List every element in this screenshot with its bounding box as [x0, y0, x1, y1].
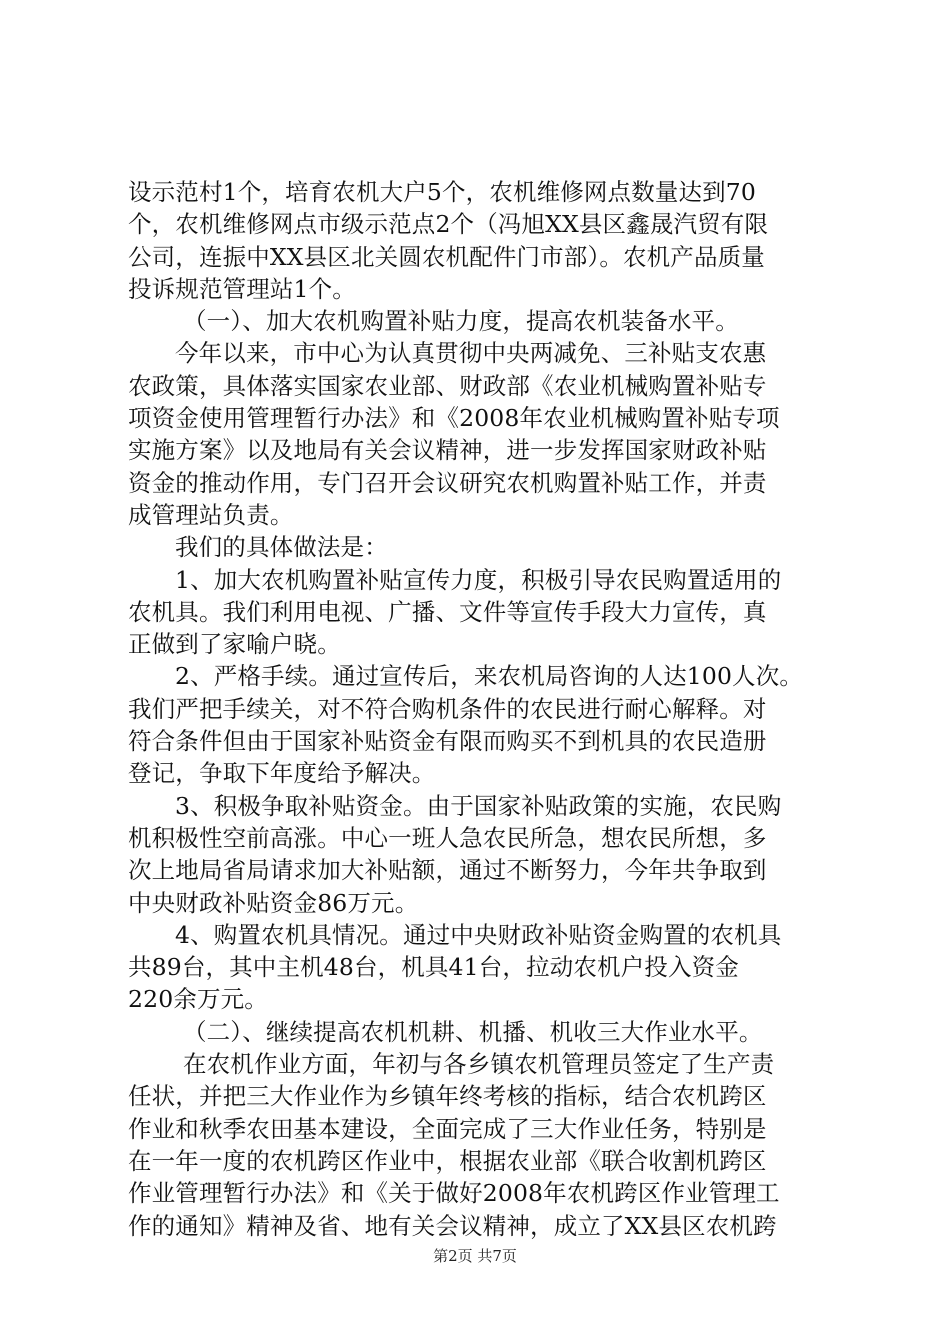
- text-line: 成管理站负责。: [128, 500, 294, 529]
- list-item-3: 3、积极争取补贴资金。由于国家补贴政策的实施，农民购: [175, 791, 782, 820]
- text-line: 符合条件但由于国家补贴资金有限而购买不到机具的农民造册: [128, 727, 767, 756]
- text-line: 今年以来，市中心为认真贯彻中央两减免、三补贴支农惠: [175, 339, 767, 368]
- text-line: 作的通知》精神及省、地有关会议精神，成立了XX县区农机跨: [128, 1211, 777, 1240]
- text-line: 正做到了家喻户晓。: [128, 630, 341, 659]
- list-item-4: 4、购置农机具情况。通过中央财政补贴资金购置的农机具: [175, 920, 782, 949]
- text-line: 资金的推动作用，专门召开会议研究农机购置补贴工作，并责: [128, 468, 767, 497]
- text-line: 农机具。我们利用电视、广播、文件等宣传手段大力宣传，真: [128, 597, 767, 626]
- text-line: 220余万元。: [128, 985, 268, 1014]
- document-body: [128, 176, 840, 1242]
- text-line: 任状，并把三大作业作为乡镇年终考核的指标，结合农机跨区: [128, 1082, 767, 1111]
- text-line: 我们的具体做法是：: [175, 533, 388, 562]
- text-line: 机积极性空前高涨。中心一班人急农民所急，想农民所想，多: [128, 823, 767, 852]
- section-heading-1: （一）、加大农机购置补贴力度，提高农机装备水平。: [183, 307, 739, 336]
- text-line: 作业管理暂行办法》和《关于做好2008年农机跨区作业管理工: [128, 1179, 780, 1208]
- list-item-1: 1、加大农机购置补贴宣传力度，积极引导农民购置适用的: [175, 565, 782, 594]
- text-line: 农政策，具体落实国家农业部、财政部《农业机械购置补贴专: [128, 371, 767, 400]
- text-line: 公司，连振中XX县区北关圆农机配件门市部）。农机产品质量: [128, 242, 765, 271]
- text-line: 在一年一度的农机跨区作业中，根据农业部《联合收割机跨区: [128, 1146, 767, 1175]
- text-line: 设示范村1个，培育农机大户5个，农机维修网点数量达到70: [128, 178, 757, 206]
- text-line: 次上地局省局请求加大补贴额，通过不断努力，今年共争取到: [128, 856, 767, 885]
- text-line: 个，农机维修网点市级示范点2个（冯旭XX县区鑫晟汽贸有限: [128, 210, 769, 239]
- section-heading-2: （二）、继续提高农机机耕、机播、机收三大作业水平。: [183, 1017, 763, 1046]
- text-line: 共89台，其中主机48台，机具41台，拉动农机户投入资金: [128, 953, 739, 982]
- text-line: 投诉规范管理站1个。: [128, 274, 356, 303]
- text-line: 在农机作业方面，年初与各乡镇农机管理员签定了生产责: [183, 1050, 775, 1079]
- text-line: 我们严把手续关，对不符合购机条件的农民进行耐心解释。对: [128, 694, 767, 723]
- list-item-2: 2、严格手续。通过宣传后，来农机局咨询的人达100人次。: [175, 662, 804, 691]
- text-line: 实施方案》以及地局有关会议精神，进一步发挥国家财政补贴: [128, 436, 767, 465]
- text-line: 作业和秋季农田基本建设，全面完成了三大作业任务，特别是: [128, 1114, 767, 1143]
- text-line: 中央财政补贴资金86万元。: [128, 888, 419, 917]
- page-number: 第2页 共7页: [433, 1247, 517, 1265]
- text-line: 登记，争取下年度给予解决。: [128, 759, 436, 788]
- text-line: 项资金使用管理暂行办法》和《2008年农业机械购置补贴专项: [128, 404, 780, 433]
